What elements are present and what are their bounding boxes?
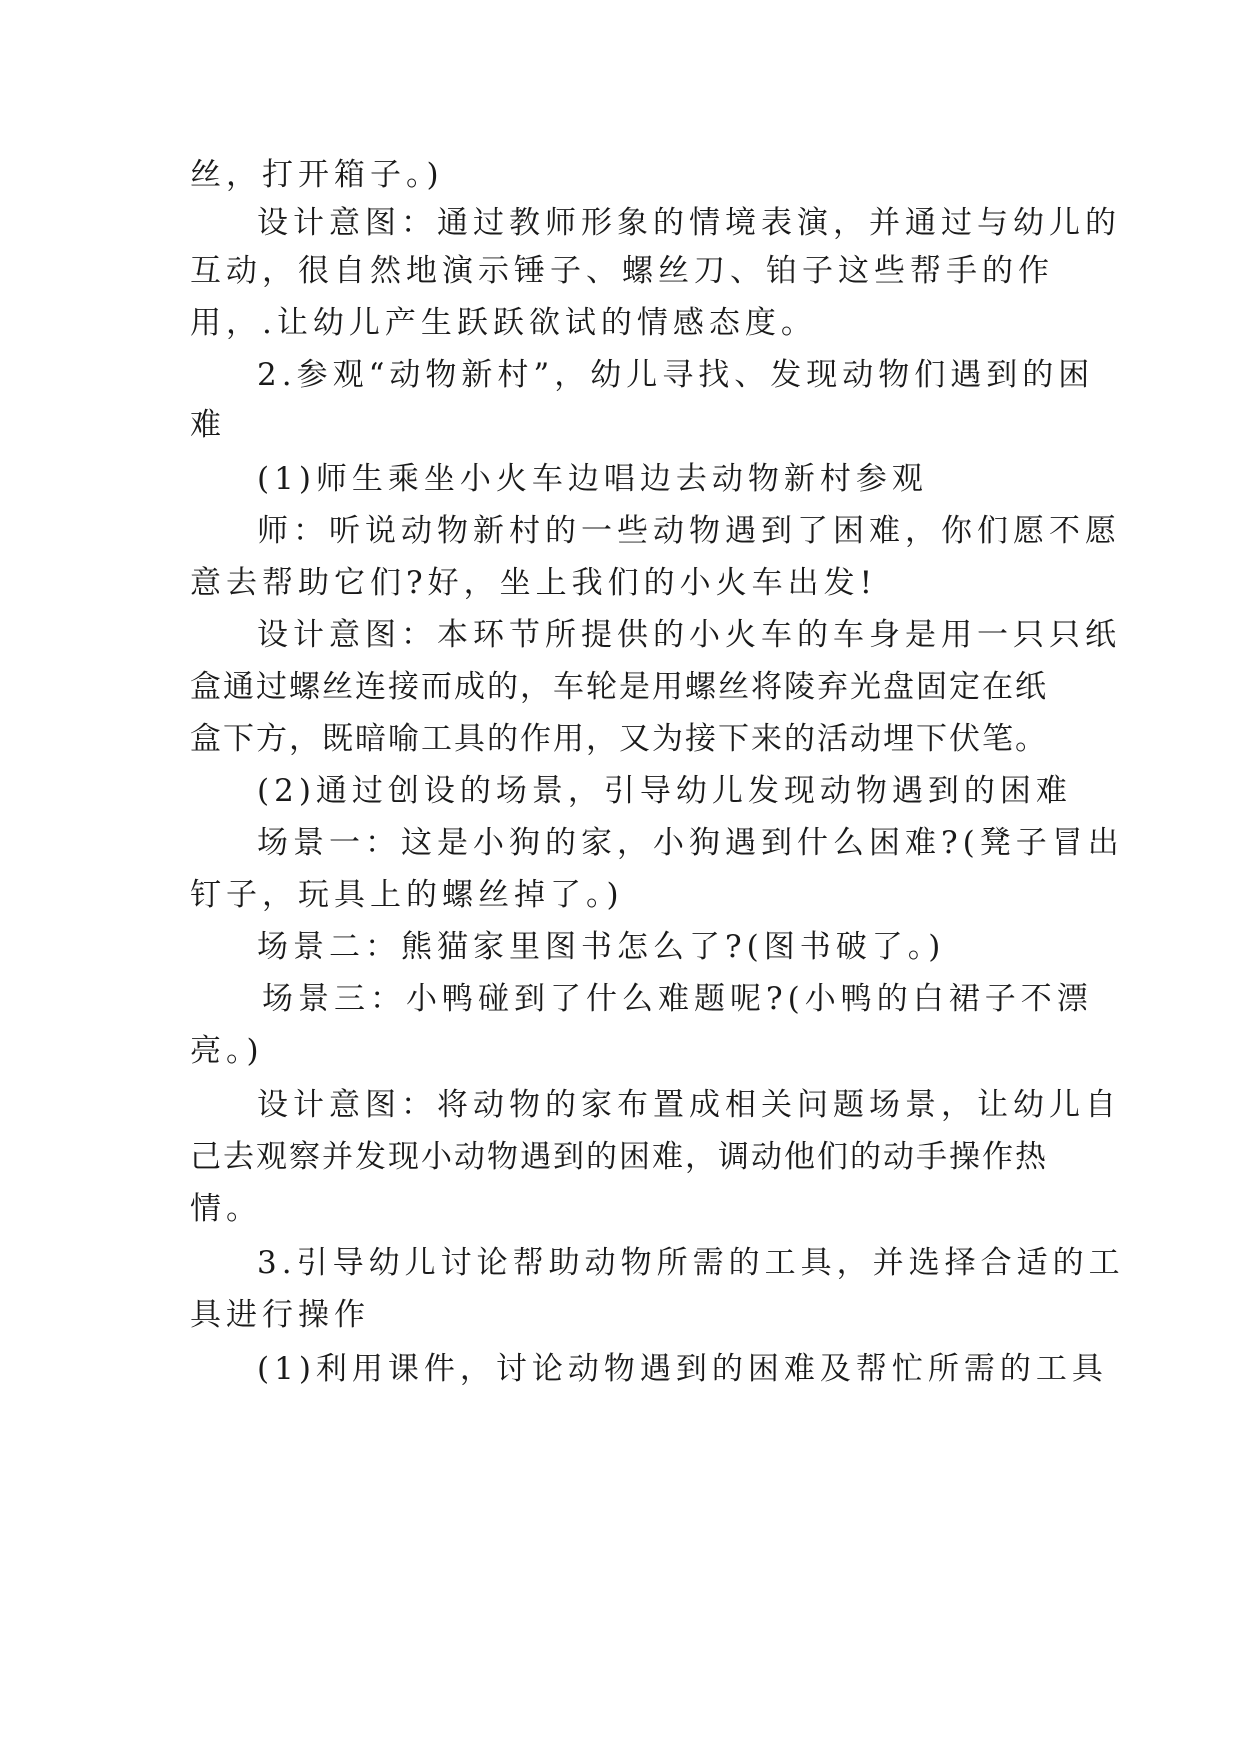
text-line: 场景三：小鸭碰到了什么难题呢?(小鸭的白裙子不漂 — [262, 981, 1093, 1017]
text-line: 丝，打开箱子。) — [190, 157, 444, 193]
text-line: 己去观察并发现小动物遇到的困难，调动他们的动手操作热 — [190, 1139, 1048, 1175]
text-line: 用，.让幼儿产生跃跃欲试的情感态度。 — [190, 305, 817, 341]
text-line: 具进行操作 — [190, 1297, 370, 1333]
text-line: 场景二：熊猫家里图书怎么了?(图书破了。) — [257, 929, 946, 965]
text-line: (2)通过创设的场景，引导幼儿发现动物遇到的困难 — [257, 773, 1072, 809]
text-line: 设计意图：本环节所提供的小火车的车身是用一只只纸 — [257, 617, 1121, 653]
text-line: 2.参观“动物新村”，幼儿寻找、发现动物们遇到的困 — [257, 357, 1095, 393]
text-line: 亮。) — [190, 1033, 264, 1069]
text-line: 设计意图：将动物的家布置成相关问题场景，让幼儿自 — [257, 1087, 1121, 1123]
text-line: 盒通过螺丝连接而成的，车轮是用螺丝将陵弃光盘固定在纸 — [190, 669, 1048, 705]
text-line: 师：听说动物新村的一些动物遇到了困难，你们愿不愿 — [257, 513, 1121, 549]
text-line: 盒下方，既暗喻工具的作用，又为接下来的活动埋下伏笔。 — [190, 721, 1048, 757]
text-line: 难 — [190, 407, 226, 443]
text-line: 3.引导幼儿讨论帮助动物所需的工具，并选择合适的工 — [257, 1245, 1125, 1281]
text-line: (1)师生乘坐小火车边唱边去动物新村参观 — [257, 461, 928, 497]
text-line: 钉子，玩具上的螺丝掉了。) — [190, 877, 624, 913]
text-line: 情。 — [190, 1191, 262, 1227]
text-line: 互动，很自然地演示锤子、螺丝刀、铂子这些帮手的作 — [190, 253, 1054, 289]
text-line: 场景一：这是小狗的家，小狗遇到什么困难?(凳子冒出 — [257, 825, 1124, 861]
text-line: (1)利用课件，讨论动物遇到的困难及帮忙所需的工具 — [257, 1351, 1108, 1387]
text-line: 设计意图：通过教师形象的情境表演，并通过与幼儿的 — [257, 205, 1121, 241]
text-line: 意去帮助它们?好，坐上我们的小火车出发! — [190, 565, 878, 601]
